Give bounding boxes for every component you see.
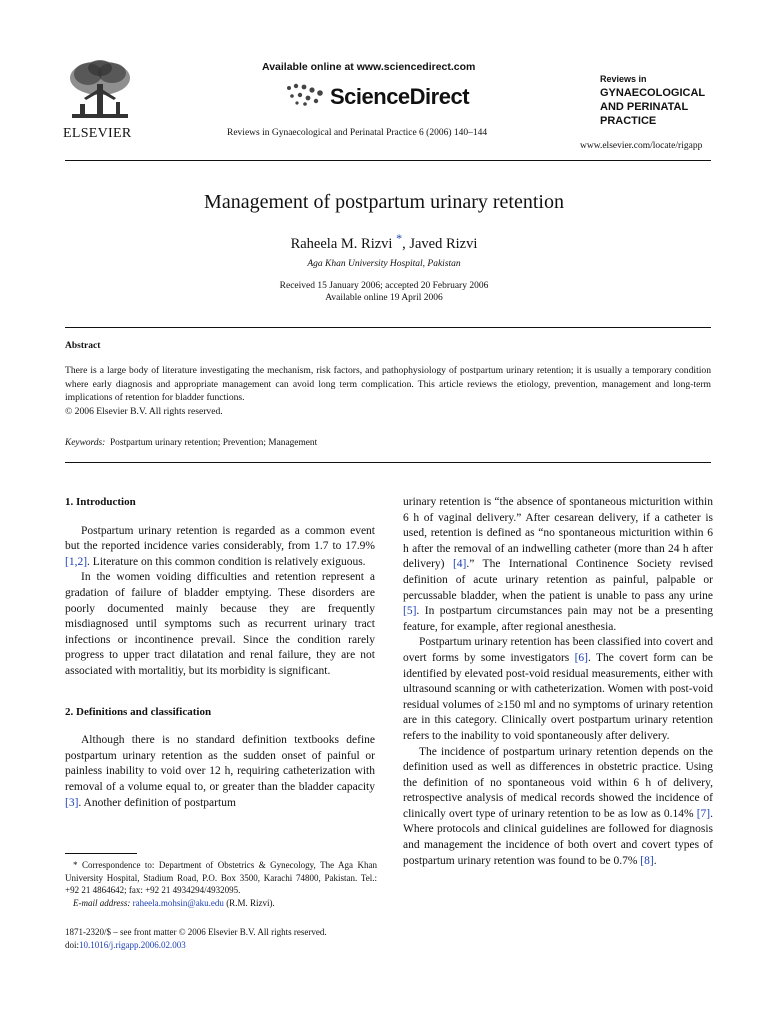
article-dates	[0, 280, 768, 304]
citation-link[interactable]: [6]	[574, 651, 588, 664]
correspondence-mark-link[interactable]: *	[396, 231, 403, 245]
journal-box-line: Reviews in	[600, 74, 647, 84]
email-link[interactable]: raheela.mohsin@aku.edu	[132, 897, 224, 908]
section-heading-introduction: 1. Introduction	[65, 496, 136, 508]
text-run: . Literature on this common condition is relatively exiguous.	[87, 555, 366, 568]
email-suffix: (R.M. Rizvi).	[223, 897, 275, 908]
paragraph	[403, 745, 713, 870]
author-name: , Javed Rizvi	[402, 235, 478, 252]
keywords	[65, 438, 317, 448]
elsevier-tree-logo	[62, 58, 138, 124]
issn-line: 1871-2320/$ – see front matter © 2006 Elsevier B.V. All rights reserved.	[65, 927, 327, 937]
footnote-divider	[65, 853, 137, 854]
journal-title-box	[600, 72, 705, 128]
citation-link[interactable]: [3]	[65, 796, 79, 809]
footnote-text: Correspondence to: Department of Obstetrics & Gynecology, The Aga Khan University Hospital, Stadium Road, P.O. Box 3500, Karachi 74800, Pakistan. Tel.: +92 21 4864642; fax: +92 21 4934294/4932095.	[65, 860, 377, 895]
text-run: .	[653, 854, 657, 867]
citation-link[interactable]: [7]	[696, 807, 711, 820]
citation-link[interactable]: [1,2]	[65, 555, 88, 568]
journal-citation: Reviews in Gynaecological and Perinatal Practice 6 (2006) 140–144	[227, 128, 488, 138]
left-column	[65, 495, 375, 811]
paragraph	[403, 635, 713, 744]
journal-url-link[interactable]: www.elsevier.com/locate/rigapp	[580, 141, 703, 151]
abstract-top-divider	[65, 327, 711, 328]
abstract-text	[65, 364, 711, 418]
publisher-name: ELSEVIER	[63, 126, 132, 141]
abstract-bottom-divider	[65, 462, 711, 463]
journal-box-line: GYNAECOLOGICAL	[600, 87, 706, 99]
text-run: . The covert form can be identified by elevated post-void residual measurements, either with ultrasound scanning or with catheterization. Women with post-void residual volumes of ≥150 ml and no symptoms of urinary retention are in this category. Clinically overt postpartum urinary retention refers to the inability to void spontaneously after delivery.	[403, 651, 713, 742]
text-run: . Another definition of postpartum	[78, 796, 236, 809]
right-column	[403, 495, 713, 869]
footnote-email-line	[65, 897, 377, 910]
section-heading-definitions: 2. Definitions and classification	[65, 705, 212, 718]
keywords-label: Keywords:	[65, 438, 106, 448]
paragraph: In the women voiding difficulties and retention represent a gradation of failure of bladder emptying. These disorders are poorly documented mainly because they are frequently misdiagnosed until symptoms such as recurrent urinary tract infections or incontinence prevail. Since the condition rarely progress to upper tract dilatation and renal failure, they are not associated with mortalitiy, but its morbidity is significant.	[65, 571, 375, 677]
text-run: . Where protocols and clinical guidelines are followed for diagnosis and management the incidence of both overt and covert types of postpartum urinary retention was found to be 0.7%	[403, 807, 713, 867]
doi-line	[65, 939, 385, 952]
received-date: Received 15 January 2006; accepted 20 February 2006	[279, 281, 489, 291]
journal-box-line: AND PERINATAL	[600, 101, 689, 113]
footnote-mark: *	[73, 860, 78, 870]
text-run: Postpartum urinary retention has been classified into covert and overt forms by some investigators	[403, 636, 713, 664]
journal-box-line: PRACTICE	[600, 115, 657, 127]
abstract-heading: Abstract	[65, 341, 101, 351]
doi-link[interactable]: 10.1016/j.rigapp.2006.02.003	[79, 940, 186, 950]
doi-label: doi:	[65, 940, 80, 950]
article-title: Management of postpartum urinary retention	[204, 191, 564, 213]
text-run: The incidence of postpartum urinary retention depends on the definition used as well as differences in obstetric practice. Using the definition of no spontaneous void within 6 h of delivery, retrospective analysis of medical records showed the incidence of clinically overt type of urinary retention to be as low as 0.14%	[403, 745, 713, 820]
text-run: urinary retention is “the absence of spontaneous micturition within 6 h of vaginal delivery.” After cesarean delivery, if a catheter is used, retention is defined as “no spontaneous micturition within 6 h after the removal of an indwelling catheter (more than 24 h after delivery)	[403, 496, 713, 571]
text-run: Postpartum urinary retention is regarded as a common event but the reported incidence varies considerably, from 1.7 to 17.9%	[65, 524, 375, 553]
online-date: Available online 19 April 2006	[325, 293, 443, 303]
abstract-copyright: © 2006 Elsevier B.V. All rights reserved.	[65, 405, 223, 417]
paragraph	[65, 733, 375, 811]
keywords-list: Postpartum urinary retention; Prevention; Management	[109, 438, 318, 448]
text-run: .” The International Continence Society revised definition of acute urinary retention as painful, palpable or percussable bladder, when the patient is unable to pass any urine	[403, 558, 713, 602]
footnote-address	[65, 859, 377, 897]
affiliation: Aga Khan University Hospital, Pakistan	[307, 259, 461, 269]
text-run: Although there is no standard definition textbooks define postpartum urinary retention as the sudden onset of painful or painless inability to void over 12 h, requiring catheterization with removal of a volume equal to, or greater than the bladder capacity	[65, 734, 375, 793]
author-name: Raheela M. Rizvi	[290, 235, 393, 252]
citation-link[interactable]: [8]	[640, 854, 654, 867]
author-list	[0, 231, 768, 253]
sciencedirect-brand: ScienceDirect	[330, 84, 470, 109]
article-front-matter	[65, 926, 385, 952]
abstract-paragraph: There is a large body of literature investigating the mechanism, risk factors, and pathophysiology of postpartum urinary retention; it is usually a temporary condition where early diagnosis and appropriate management can avoid long term complication. This article reviews the etiology, prevention, management and long-term implications of retention for bladder functions.	[65, 365, 711, 403]
text-run: . In postpartum circumstances pain may not be a presenting feature, for example, after regional anesthesia.	[403, 605, 713, 633]
paragraph	[65, 524, 375, 571]
paragraph	[403, 495, 713, 635]
sciencedirect-dots-icon	[285, 82, 327, 106]
correspondence-footnote	[65, 859, 377, 909]
citation-link[interactable]: [4]	[452, 558, 467, 571]
available-online-text: Available online at www.sciencedirect.com	[262, 61, 476, 73]
citation-link[interactable]: [5]	[403, 605, 417, 618]
header-divider	[65, 160, 711, 161]
email-label: E-mail address:	[73, 897, 131, 908]
